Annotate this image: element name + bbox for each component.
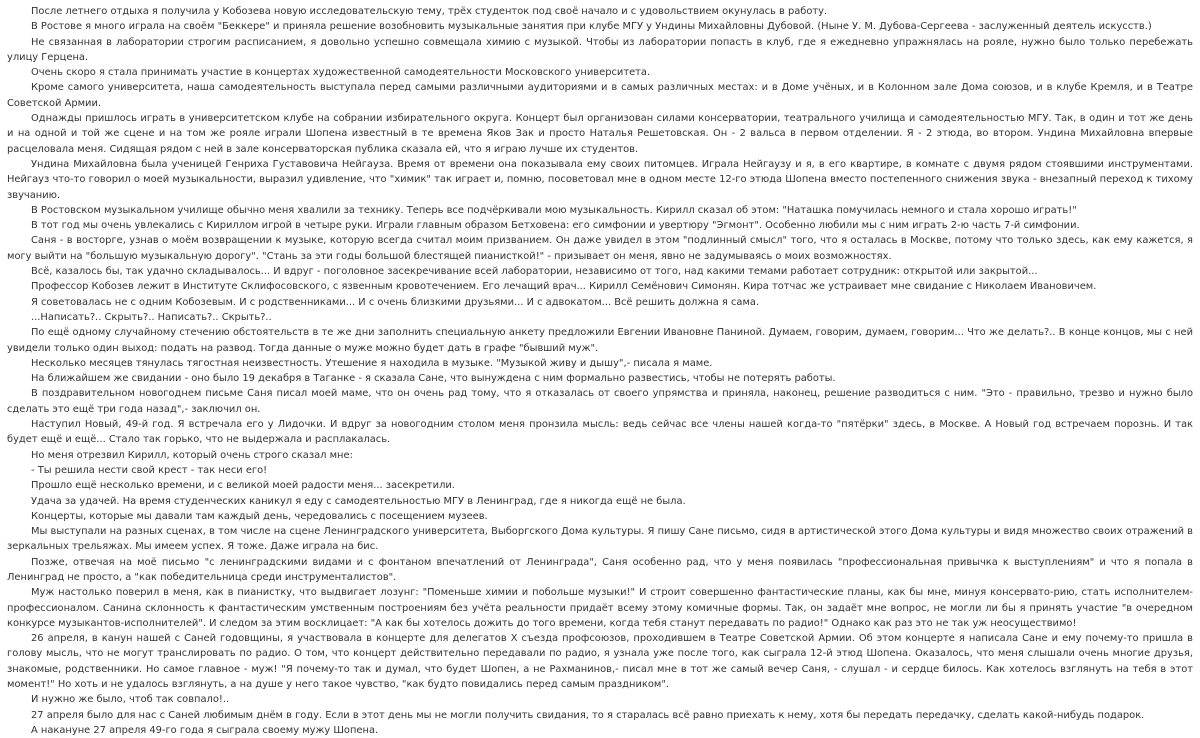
paragraph-8: В Ростовском музыкальном училище обычно меня хвалили за технику. Теперь все подчёркивали мою музыкальность. Кирилл сказал об этом: "Наташка помучилась немного и стала хорошо играть!": [31, 204, 1077, 216]
paragraph-29: И нужно же было, чтоб так совпало!..: [31, 694, 230, 706]
paragraph-2: В Ростове я много играла на своём "Беккере" и приняла решение возобновить музыкальные занятия при клубе МГУ у Ундины Михайловны Дубовой. (Ныне У. М. Дубова-Сергеева - заслуженный деятель искусств.): [31, 21, 1152, 33]
paragraph-17: На ближайшем же свидании - оно было 19 декабря в Таганке - я сказала Сане, что вынуждена с ним формально развестись, чтобы не потерять работы.: [31, 373, 836, 385]
paragraph-28: 26 апреля, в канун нашей с Саней годовщины, я участвовала в концерте для делегатов X съезда профсоюзов, проходившем в Театре Советской Армии. Об этом концерте я написала Сане и ему почему-то пришла в голову мысль, что не могут транслировать по радио. О том, что концерт действительно передавали по радио, я узнала уже после того, как сыграла 12-й этюд Шопена. Оказалось, что меня слышали очень многие друзья, знакомые, родственники. Но самое главное - муж! "Я почему-то так и думал, что будет Шопен, а не Рахманинов,- писал мне в тот же самый вечер Саня, - слушал - и сердце билось. Как хотелось взглянуть на тебя в этот момент!" Но хоть и не удалось взглянуть, а на душе у него такое чувство, "как будто повидались перед самым праздником".: [7, 633, 1193, 691]
paragraph-22: Прошло ещё несколько времени, и с великой моей радости меня... засекретили.: [31, 480, 455, 492]
paragraph-26: Позже, отвечая на моё письмо "с ленинградскими видами и с фонтаном впечатлений от Ленинграда", Саня особенно рад, что у меня появилась "профессиональная привычка к выступлениям" и что я попала в Ленинград не просто, а "как победительница среди инструменталистов".: [7, 556, 1193, 583]
paragraph-6: Однажды пришлось играть в университетском клубе на собрании избирательного округа. Концерт был организован силами консерватории, театрального училища и самодеятельностью МГУ. Так, в один и тот же день и на одной и той же сцене и на том же рояле играли Шопена известный в те времена Яков Зак и просто Наталья Решетовская. Он - 2 вальса в первом отделении. Я - 2 этюда, во втором. Ундина Михайловна впервые расцеловала меня. Сидящая рядом с ней в зале консерваторская публика сказала ей, что я играю лучше их студентов.: [7, 113, 1193, 155]
paragraph-31: А накануне 27 апреля 49-го года я сыграла своему мужу Шопена.: [31, 724, 379, 736]
paragraph-24: Концерты, которые мы давали там каждый день, чередовались с посещением музеев.: [31, 510, 488, 522]
paragraph-5: Кроме самого университета, наша самодеятельность выступала перед самыми различными аудиториями и в самых различных местах: и в Доме учёных, и в Колонном зале Дома союзов, и в клубе Кремля, и в Театре Советской Армии.: [7, 82, 1193, 109]
paragraph-20: Но меня отрезвил Кирилл, который очень строго сказал мне:: [31, 449, 353, 461]
paragraph-7: Ундина Михайловна была ученицей Генриха Густавовича Нейгауза. Время от времени она показывала ему своих питомцев. Играла Нейгаузу и я, в его квартире, в комнате с двумя рядом стоявшими инструментами. Нейгауз что-то говорил о моей музыкальности, выразил удивление, что "химик" так играет и, помню, посоветовал мне в одном месте 12-го этюда Шопена вместо постепенного снижения звука - внезапный переход к тихому звучанию.: [7, 158, 1193, 201]
paragraph-10: Саня - в восторге, узнав о моём возвращении к музыке, которую всегда считал моим призванием. Он даже увидел в этом "подлинный смысл" того, что я осталась в Москве, потому что только здесь, как ему кажется, я могу выйти на "большую музыкальную дорогу". "Стань за эти годы большой блестящей пианисткой!" - призывает он меня, явно не задумываясь о моих возможностях.: [7, 235, 1193, 262]
paragraph-21: - Ты решила нести свой крест - так неси его!: [31, 464, 268, 476]
paragraph-12: Профессор Кобозев лежит в Институте Склифосовского, с язвенным кровотечением. Его лечащий врач... Кирилл Семёнович Симонян. Кира тотчас же устраивает мне свидание с Николаем Ивановичем.: [31, 281, 1097, 293]
paragraph-25: Мы выступали на разных сценах, в том числе на сцене Ленинградского университета, Выборгского Дома культуры. Я пишу Сане письмо, сидя в артистической этого Дома культуры и видя множество своих отражений в зеркальных трельяжах. Мы имеем успех. Я тоже. Даже играла на бис.: [7, 526, 1193, 553]
paragraph-16: Несколько месяцев тянулась тягостная неизвестность. Утешение я находила в музыке. "Музыкой живу и дышу",- писала я маме.: [31, 357, 713, 369]
paragraph-23: Удача за удачей. На время студенческих каникул я еду с самодеятельностью МГУ в Ленинград, где я никогда ещё не была.: [31, 495, 686, 507]
paragraph-15: По ещё одному случайному стечению обстоятельств в те же дни заполнить специальную анкету предложили Евгении Ивановне Паниной. Думаем, говорим, думаем, говорим... Что же делать?.. В конце концов, мы с ней увидели только один выход: подать на развод. Тогда данные о муже можно будет дать в графе "бывший муж".: [7, 327, 1193, 354]
paragraph-19: Наступил Новый, 49-й год. Я встречала его у Лидочки. И вдруг за новогодним столом меня пронзила мысль: ведь сейчас все члены нашей когда-то "пятёрки" здесь, в Москве. А Новый год встречаем порознь. И так будет ещё и ещё... Стало так горько, что не выдержала и расплакалась.: [7, 419, 1193, 446]
paragraph-18: В поздравительном новогоднем письме Саня писал моей маме, что он очень рад тому, что я отказалась от своего упрямства и приняла, наконец, решение разводиться с ним. "Это - правильно, трезво и нужно было сделать это ещё три года назад",- заключил он.: [7, 388, 1193, 415]
paragraph-13: Я советовалась не с одним Кобозевым. И с родственниками... И с очень близкими друзьями... И с адвокатом... Всё решить должна я сама.: [31, 296, 760, 308]
paragraph-11: Всё, казалось бы, так удачно складывалось... И вдруг - поголовное засекречивание всей лаборатории, независимо от того, над какими темами работает сотрудник: открытой или закрытой...: [31, 266, 1038, 278]
paragraph-30: 27 апреля было для нас с Саней любимым днём в году. Если в этот день мы не могли получить свидания, то я старалась всё равно приехать к нему, хотя бы передать передачку, сделать какой-нибудь подарок.: [31, 709, 1145, 721]
paragraph-14: ...Написать?.. Скрыть?.. Написать?.. Скрыть?..: [31, 311, 272, 323]
paragraph-4: Очень скоро я стала принимать участие в концертах художественной самодеятельности Московского университета.: [31, 67, 651, 79]
paragraph-27: Муж настолько поверил в меня, как в пианистку, что выдвигает лозунг: "Поменьше химии и побольше музыки!" И строит совершенно фантастические планы, как бы мне, минуя консервато-рию, стать исполнителем-профессионалом. Санина склонность к фантастическим умственным построениям без учёта реальности придаёт всему этому комичные формы. Так, он задаёт мне вопрос, не могли ли бы я принять участие "в очередном конкурсе музыкантов-исполнителей". И следом за этим восклицает: "А как бы хотелось дожить до того времени, когда тебя станут передавать по радио!" Однако как раз это не так уж неосуществимо!: [7, 587, 1193, 629]
paragraph-1: После летнего отдыха я получила у Кобозева новую исследовательскую тему, трёх студенток под своё начало и с удовольствием окунулась в работу.: [31, 6, 828, 17]
paragraph-3: Не связанная в лаборатории строгим расписанием, я довольно успешно совмещала химию с музыкой. Чтобы из лаборатории попасть в клуб, где я ежедневно упражнялась на рояле, нужно было только перебежать улицу Герцена.: [7, 36, 1193, 63]
paragraph-9: В тот год мы очень увлекались с Кириллом игрой в четыре руки. Играли главным образом Бетховена: его симфонии и увертюру "Эгмонт". Особенно любили мы с ним играть 2-ю часть 7-й симфонии.: [31, 220, 1080, 232]
